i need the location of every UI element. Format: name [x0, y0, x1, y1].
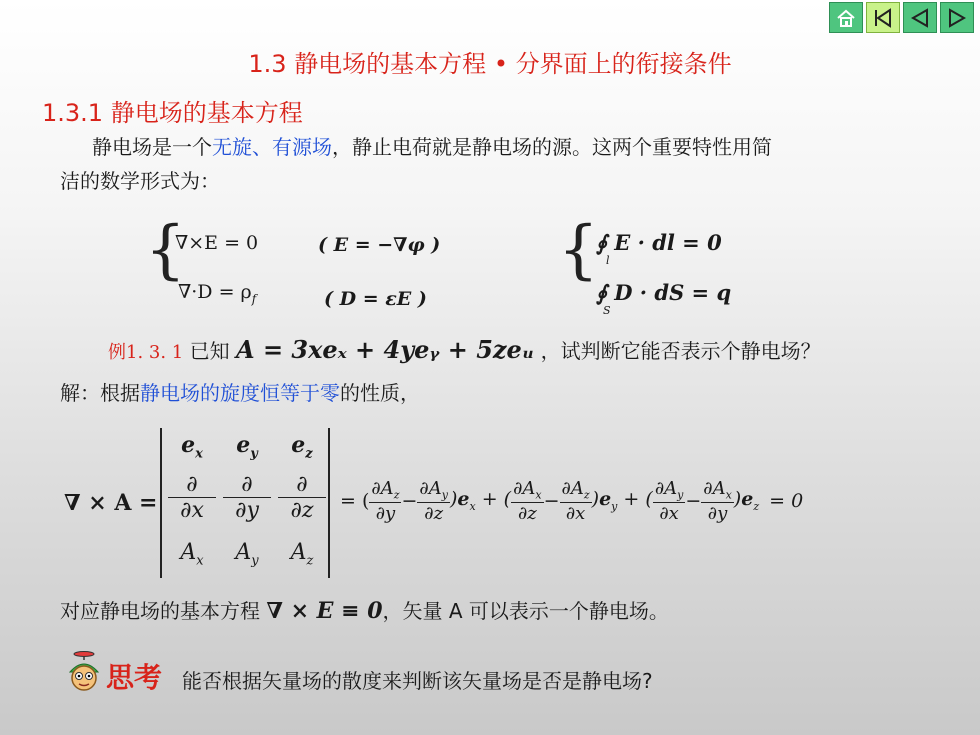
circulation-subscript: l — [606, 254, 610, 267]
page-title: 1.3 静电场的基本方程 • 分界面上的衔接条件 — [248, 50, 732, 78]
flux-subscript: S — [603, 304, 611, 317]
curl-result: = 0 — [769, 489, 804, 512]
think-question: 能否根据矢量场的散度来判断该矢量场是否是静电场? — [182, 669, 653, 693]
unit-vector-y-sub: y — [250, 446, 258, 462]
thinking-mascot — [62, 650, 106, 698]
divergence-equation — [178, 281, 256, 306]
determinant-row-1 — [168, 432, 326, 461]
determinant-row-2 — [168, 472, 326, 523]
component-ay-letter: A — [235, 540, 252, 565]
example-post: ，试判断它能否表示个静电场？ — [540, 339, 821, 363]
intro-text-2: ，静止电荷就是静电场的源。这两个重要特性用简 — [332, 135, 772, 159]
unit-vector-y-letter: e — [236, 432, 251, 458]
partial-y-num: ∂ — [223, 472, 271, 498]
divergence-subscript: f — [251, 291, 257, 306]
example-pre: 已知 — [189, 339, 230, 363]
component-ax — [168, 540, 216, 568]
solution-suffix: 的性质， — [340, 381, 420, 405]
partial-y-den: ∂y — [235, 498, 259, 523]
home-button[interactable] — [829, 2, 863, 33]
conclusion-line — [60, 594, 669, 628]
circulation-text: ∮ E · dl = 0 — [596, 230, 722, 255]
constitutive-relation: ( D = εE ) — [324, 288, 427, 310]
nav-bar — [829, 2, 974, 33]
circulation-integral — [596, 230, 722, 255]
conclusion-post: ，矢量 A 可以表示一个静电场。 — [382, 599, 669, 623]
partial-z-den: ∂z — [290, 498, 314, 523]
component-ay — [223, 540, 271, 568]
section-title: 1.3.1 静电场的基本方程 — [42, 99, 303, 127]
example-line — [108, 333, 821, 370]
partial-x-den: ∂x — [180, 498, 204, 523]
unit-vector-x-letter: e — [181, 432, 196, 458]
example-label: 例1. 3. 1 — [108, 342, 184, 363]
partial-y — [223, 472, 271, 523]
flux-text: ∮ D · dS = q — [596, 280, 732, 305]
determinant-lhs: ∇ × A = — [64, 490, 158, 516]
next-icon — [947, 8, 967, 28]
component-az-sub: z — [306, 553, 314, 569]
curl-expansion: = ( $\frac{\partial A_z}{\partial y}$ − $\frac{\partial A_y}{\partial z}$ )$e_x$ + ( $\frac{\partial A_x}{\partial z}$ − $\frac{\partial A_z}{\partial x}$ )$e_y$ + ( $\frac{\partial A_y}{\partial x}$ − $\frac{\partial A_x}{\partial y}$ )$e_z$ = 0 — [340, 478, 804, 524]
curl-equation: ∇×E = 0 — [175, 232, 259, 254]
unit-vector-z — [278, 432, 326, 461]
unit-vector-x — [168, 432, 216, 461]
first-page-button[interactable] — [866, 2, 900, 33]
prev-button[interactable] — [903, 2, 937, 33]
conclusion-formula: ∇ × E ≡ 0 — [266, 598, 383, 624]
component-ax-letter: A — [180, 540, 197, 565]
component-ay-sub: y — [251, 553, 259, 569]
determinant-row-3 — [168, 540, 326, 568]
partial-x — [168, 472, 216, 523]
solution-keyword: 静电场的旋度恒等于零 — [140, 381, 340, 405]
partial-z-num: ∂ — [278, 472, 326, 498]
solution-prefix: 解：根据 — [60, 381, 140, 405]
left-brace: { — [145, 213, 186, 287]
conclusion-pre: 对应静电场的基本方程 — [60, 599, 260, 623]
keyword-source-field: 有源场 — [272, 135, 332, 159]
potential-relation: ( E = −∇φ ) — [318, 234, 441, 256]
component-az — [278, 540, 326, 568]
next-button[interactable] — [940, 2, 974, 33]
right-brace: { — [558, 213, 599, 287]
first-page-icon — [873, 8, 893, 28]
keyword-separator: 、 — [252, 135, 272, 159]
solution-line — [60, 376, 420, 410]
unit-vector-z-sub: z — [305, 446, 313, 462]
keyword-irrotational: 无旋 — [212, 135, 252, 159]
example-formula: A = 3xeₓ + 4yeᵧ + 5zeᵤ — [235, 335, 535, 364]
determinant-right-bar — [328, 428, 330, 578]
component-az-letter: A — [290, 540, 307, 565]
home-icon — [836, 9, 856, 27]
intro-line-1 — [92, 130, 942, 164]
unit-vector-y — [223, 432, 271, 461]
determinant-left-bar — [160, 428, 162, 578]
intro-line-2: 洁的数学形式为： — [60, 169, 220, 193]
mascot-icon — [62, 650, 106, 694]
partial-z — [278, 472, 326, 523]
partial-x-num: ∂ — [168, 472, 216, 498]
think-label: 思考 — [106, 661, 163, 694]
component-ax-sub: x — [196, 553, 204, 569]
flux-integral — [596, 280, 731, 305]
prev-icon — [910, 8, 930, 28]
unit-vector-x-sub: x — [195, 446, 203, 462]
intro-text-1: 静电场是一个 — [92, 135, 212, 159]
unit-vector-z-letter: e — [291, 432, 306, 458]
divergence-text: ∇·D = ρ — [178, 281, 252, 303]
